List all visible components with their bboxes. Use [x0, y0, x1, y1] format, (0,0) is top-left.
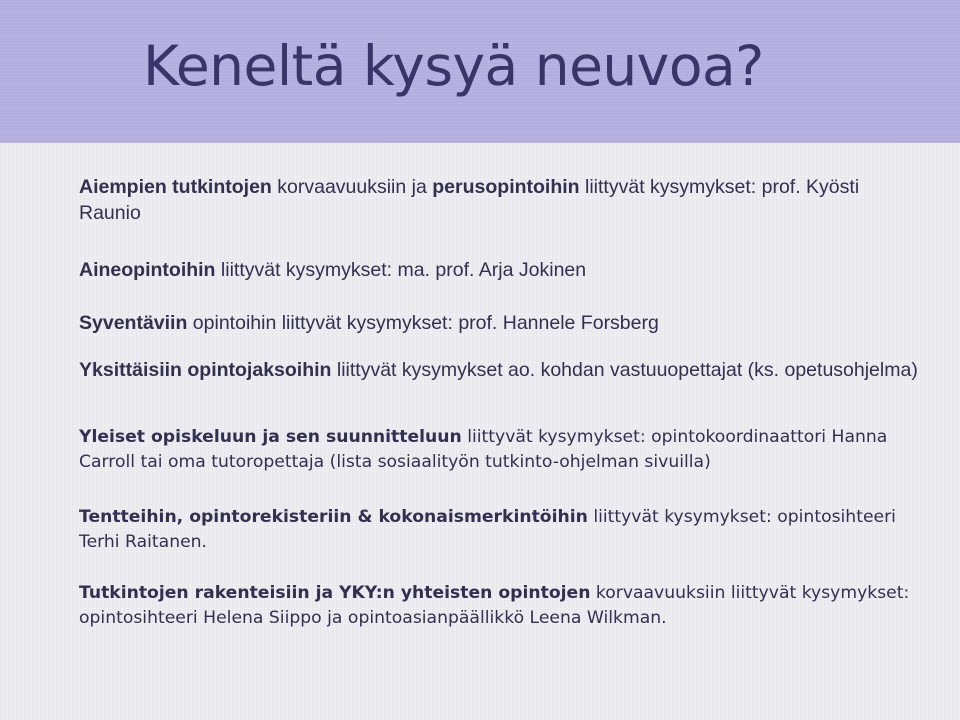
slide-title: Keneltä kysyä neuvoa? — [143, 34, 764, 98]
advice-item-single-courses — [79, 357, 919, 383]
advice-item-contact: liittyvät kysymykset: opintosihteeri Terhi Raitanen. — [79, 507, 896, 552]
advice-item-advanced-studies — [79, 310, 919, 336]
advice-item-intermediate-studies — [79, 257, 919, 283]
advice-item-contact: opintoihin liittyvät kysymykset: prof. Hannele Forsberg — [187, 312, 659, 334]
advice-item-topic: Syventäviin — [79, 312, 188, 334]
advice-item-study-planning — [79, 425, 919, 475]
advice-item-text: korvaavuuksiin ja — [271, 176, 433, 198]
advice-item-topic-secondary: perusopintoihin — [432, 176, 580, 198]
advice-item-contact: korvaavuuksiin liittyvät kysymykset: opintosihteeri Helena Siippo ja opintoasianpäällikkö Leena Wilkman. — [79, 583, 910, 628]
advice-item-topic: Aineopintoihin — [79, 259, 216, 281]
advice-item-topic: Aiempien tutkintojen — [79, 176, 272, 198]
advice-item-topic: Tentteihin, opintorekisteriin & kokonaismerkintöihin — [79, 507, 588, 527]
advice-item-topic: Yleiset opiskeluun ja sen suunnitteluun — [79, 427, 462, 447]
advice-item-exams-records — [79, 505, 919, 555]
advice-item-contact: liittyvät kysymykset: ma. prof. Arja Jokinen — [215, 259, 587, 281]
advice-item-degree-structure — [79, 581, 919, 631]
advice-item-topic: Tutkintojen rakenteisiin ja YKY:n yhteisten opintojen — [79, 583, 591, 603]
advice-item-contact: liittyvät kysymykset ao. kohdan vastuuopettajat (ks. opetusohjelma) — [331, 359, 918, 381]
advice-item-prior-studies — [79, 174, 919, 226]
advice-item-topic: Yksittäisiin opintojaksoihin — [79, 359, 332, 381]
advice-item-contact: liittyvät kysymykset: prof. Kyösti Raunio — [79, 176, 860, 224]
advice-item-contact: liittyvät kysymykset: opintokoordinaattori Hanna Carroll tai oma tutoropettaja (lista sosiaalityön tutkinto-ohjelman sivuilla) — [79, 427, 888, 472]
